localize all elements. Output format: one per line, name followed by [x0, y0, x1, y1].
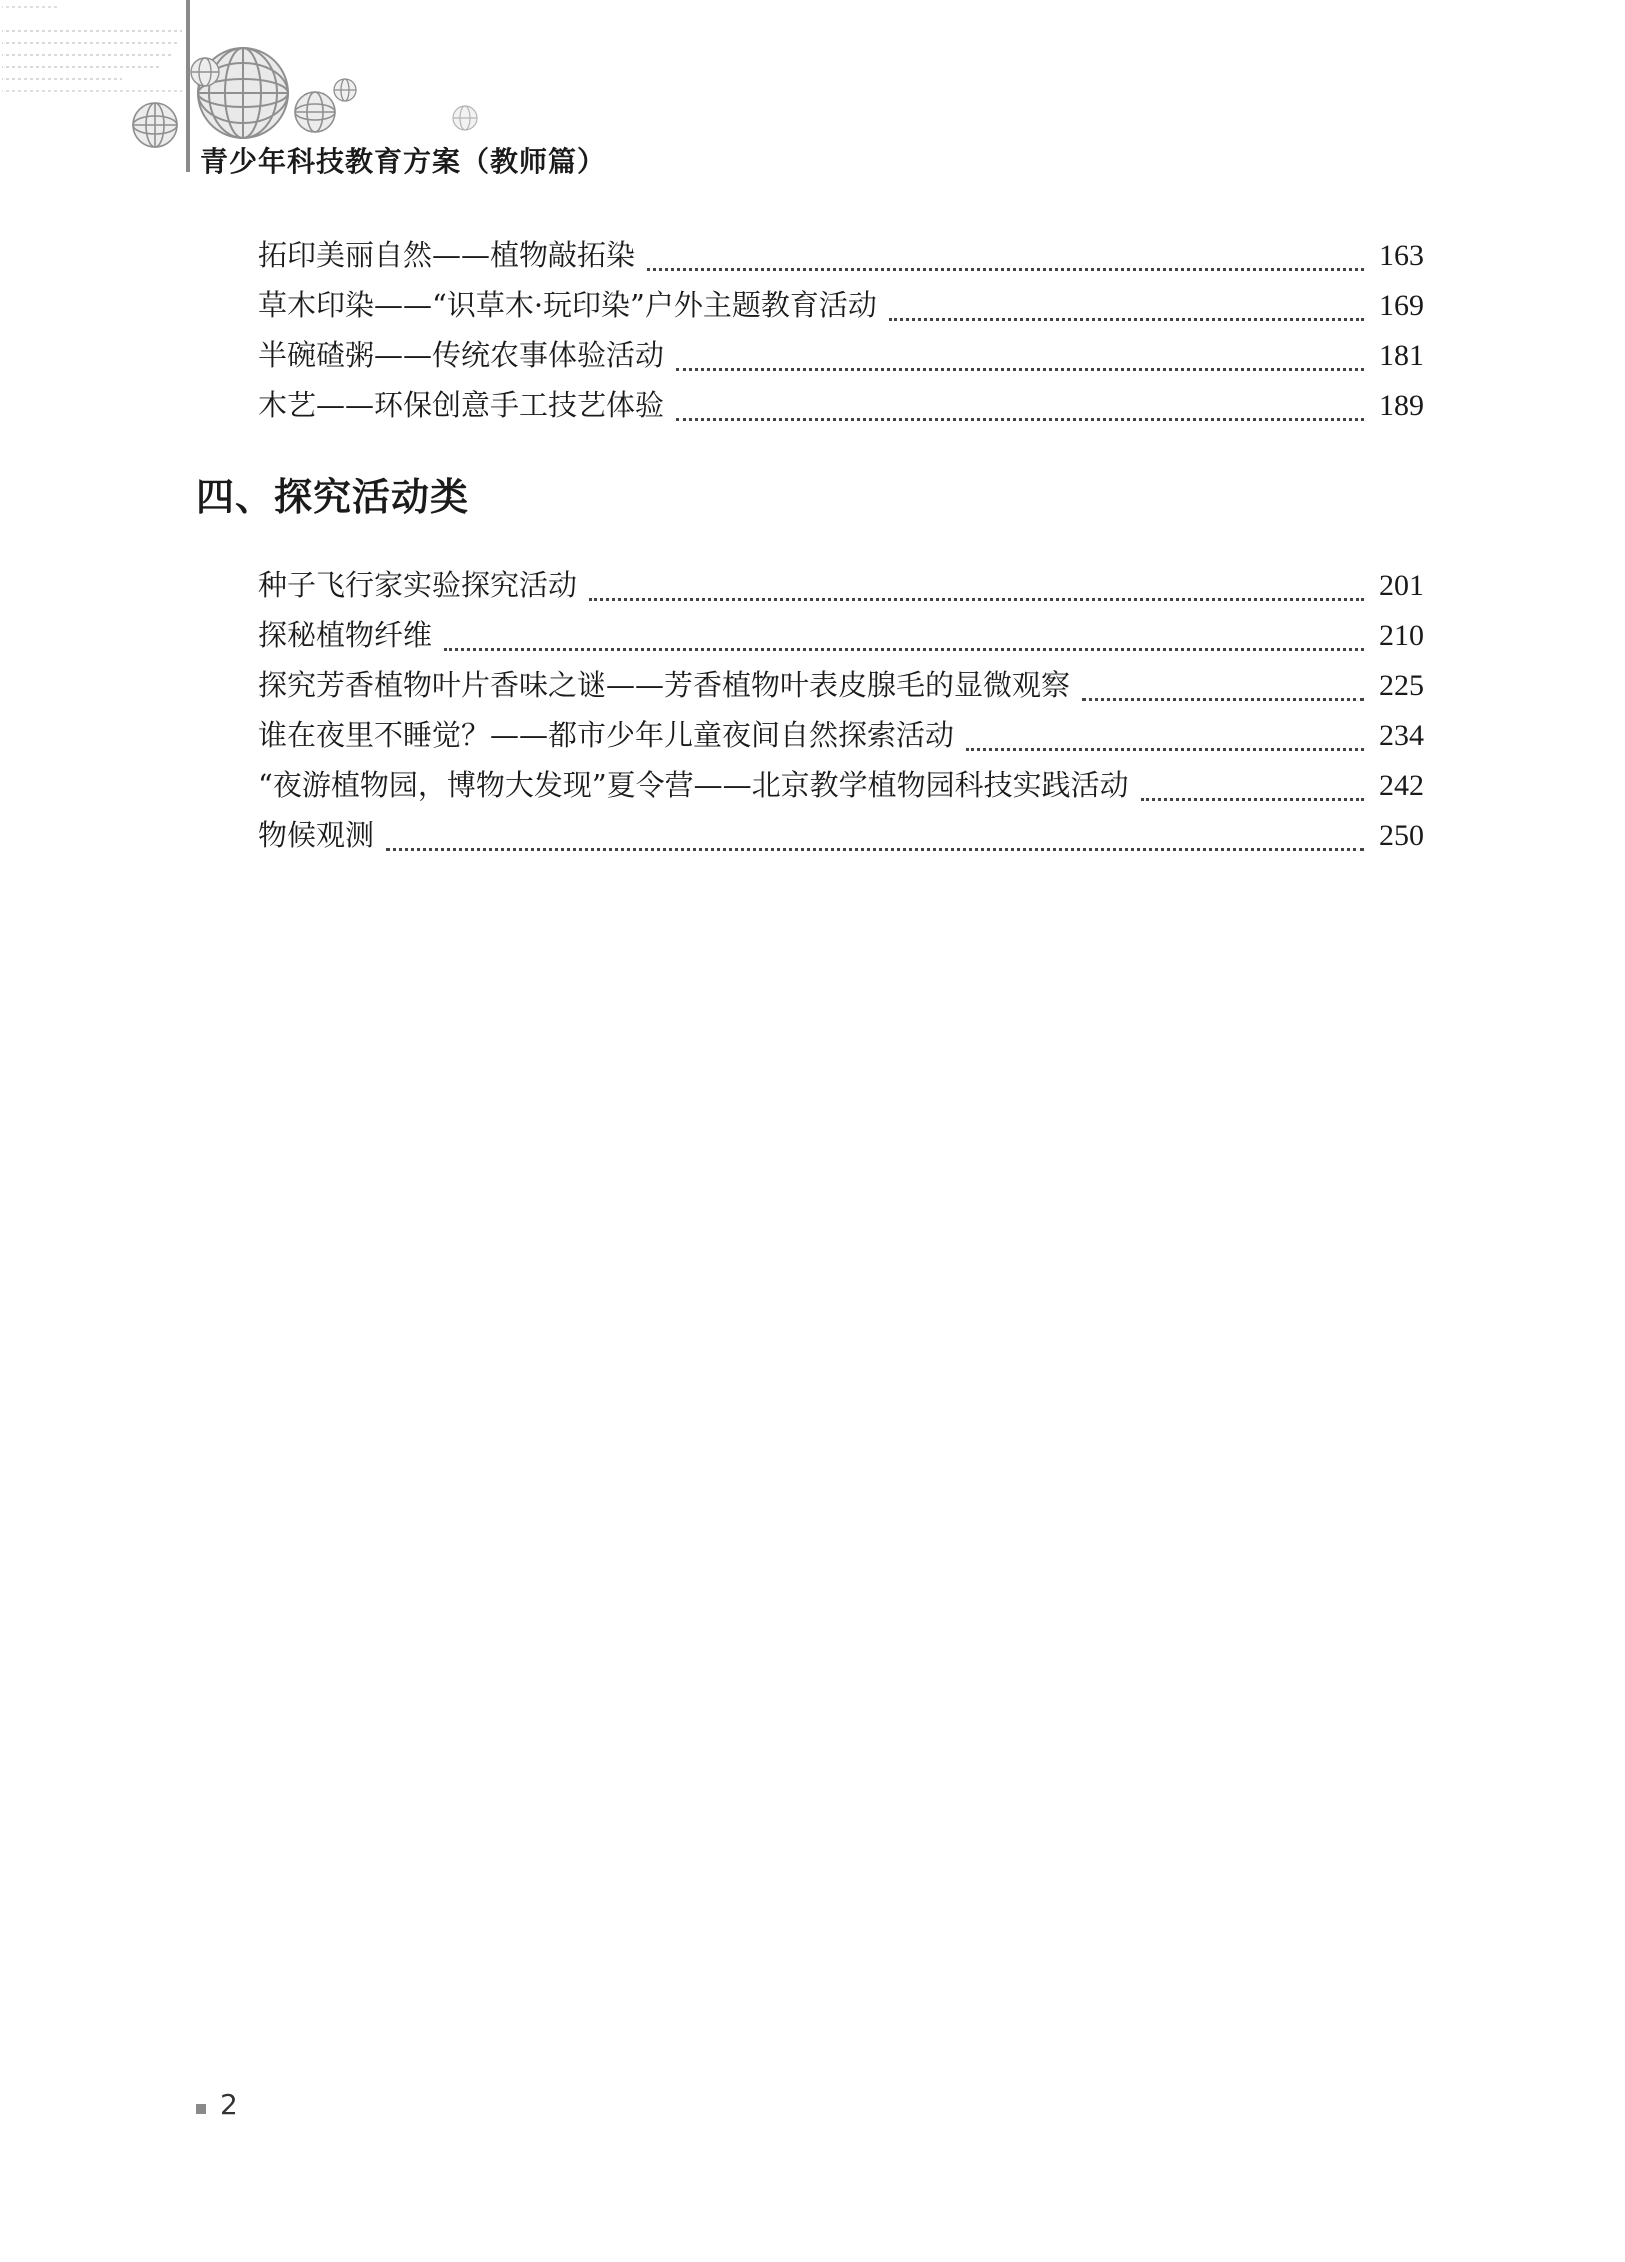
toc-dot-leader: [676, 418, 1364, 421]
toc-group-2: [258, 560, 1424, 860]
toc-entry-title: 物候观测: [258, 818, 375, 852]
toc-entry-page: 163: [1379, 239, 1424, 272]
toc-entry-page: 234: [1379, 719, 1424, 752]
toc-entry[interactable]: [258, 760, 1424, 810]
toc-entry-title: 种子飞行家实验探究活动: [258, 568, 578, 602]
toc-entry-title: 半碗碴粥——传统农事体验活动: [258, 338, 665, 372]
toc-entry[interactable]: [258, 810, 1424, 860]
toc-entry-title: 探究芳香植物叶片香味之谜——芳香植物叶表皮腺毛的显微观察: [258, 668, 1071, 702]
toc-entry[interactable]: [258, 710, 1424, 760]
toc-entry[interactable]: [258, 330, 1424, 380]
toc-entry[interactable]: [258, 230, 1424, 280]
toc-dot-leader: [386, 848, 1364, 851]
square-bullet-icon: [196, 2104, 206, 2114]
toc-entry-title: 草木印染——“识草木·玩印染”户外主题教育活动: [258, 288, 877, 322]
toc-entry-title: 木艺——环保创意手工技艺体验: [258, 388, 665, 422]
toc-entry-page: 210: [1379, 619, 1424, 652]
toc-entry-page: 181: [1379, 339, 1424, 372]
toc-entry-title: “夜游植物园，博物大发现”夏令营——北京教学植物园科技实践活动: [258, 768, 1129, 802]
toc-entry-page: 242: [1379, 769, 1424, 802]
toc-entry-title: 拓印美丽自然——植物敲拓染: [258, 238, 636, 272]
toc-entry-title: 谁在夜里不睡觉？——都市少年儿童夜间自然探索活动: [258, 718, 955, 752]
toc-entry-title: 探秘植物纤维: [258, 618, 433, 652]
toc-entry-page: 189: [1379, 389, 1424, 422]
section-heading: 四、探究活动类: [196, 475, 470, 519]
toc-entry-page: 201: [1379, 569, 1424, 602]
toc-dot-leader: [647, 268, 1364, 271]
toc-entry[interactable]: [258, 660, 1424, 710]
wireframe-globes-icon: [0, 0, 520, 160]
toc-dot-leader: [966, 748, 1364, 751]
running-title: 青少年科技教育方案（教师篇）: [200, 145, 607, 178]
toc-entry[interactable]: [258, 610, 1424, 660]
toc-entry[interactable]: [258, 280, 1424, 330]
toc-dot-leader: [676, 368, 1364, 371]
toc-dot-leader: [1141, 798, 1364, 801]
toc-dot-leader: [444, 648, 1364, 651]
toc-entry[interactable]: [258, 560, 1424, 610]
toc-entry[interactable]: [258, 380, 1424, 430]
toc-dot-leader: [889, 318, 1364, 321]
toc-entry-page: 169: [1379, 289, 1424, 322]
toc-dot-leader: [589, 598, 1364, 601]
toc-entry-page: 250: [1379, 819, 1424, 852]
toc-entry-page: 225: [1379, 669, 1424, 702]
page-number: 2: [220, 2088, 238, 2121]
header-ornament: [0, 0, 520, 160]
toc-group-1: [258, 230, 1424, 430]
toc-dot-leader: [1082, 698, 1364, 701]
header-rule: [186, 0, 190, 172]
